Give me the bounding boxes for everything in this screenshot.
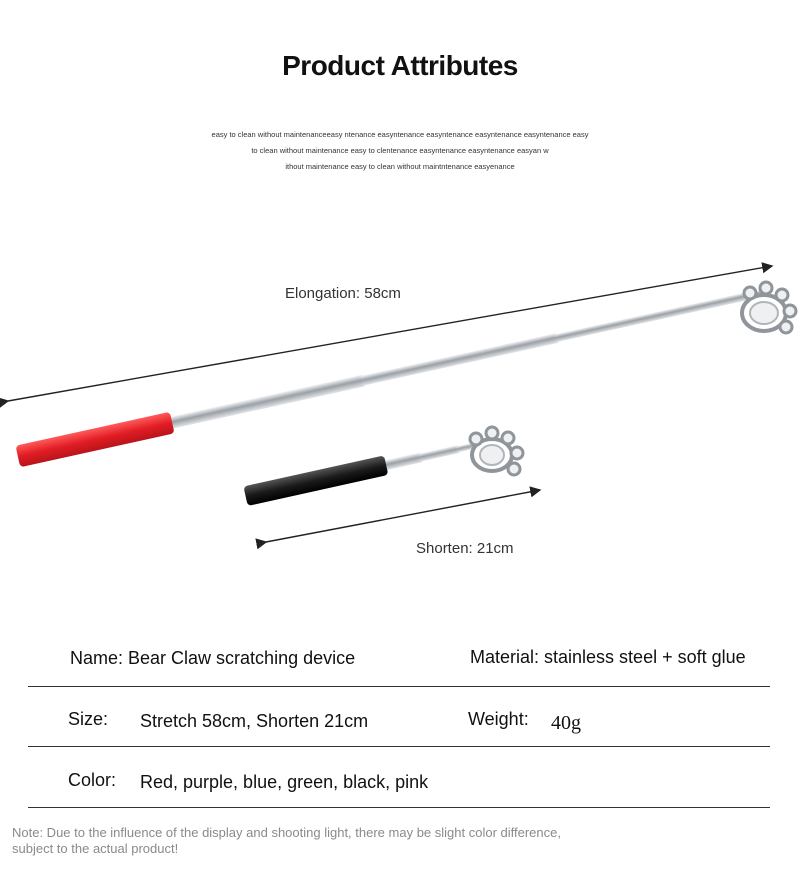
short-scratcher (243, 435, 478, 506)
divider (28, 686, 770, 687)
shorten-arrow (266, 490, 540, 542)
short-black-handle (243, 455, 388, 506)
page-title: Product Attributes (282, 50, 518, 81)
attr-color-label: Color: (68, 770, 117, 790)
attr-name: Name: Bear Claw scratching device (70, 648, 356, 668)
long-bear-claw-icon (742, 282, 796, 333)
filler-text-line-1: easy to clean without maintenanceeasy ntenance easyntenance easyntenance easyntenance easyntenance easy (211, 130, 589, 139)
attr-size-value: Stretch 58cm, Shorten 21cm (140, 711, 369, 731)
attr-weight-value: 40g (551, 712, 581, 734)
long-red-handle (15, 412, 174, 467)
divider (28, 746, 770, 747)
filler-text-line-2: to clean without maintenance easy to clentenance easyntenance easyntenance easyan w (251, 146, 549, 155)
long-scratcher (15, 281, 770, 467)
filler-text-line-3: ithout maintenance easy to clean without maintntenance easyenance (285, 162, 515, 171)
attr-weight-label: Weight: (468, 709, 529, 729)
shorten-label: Shorten: 21cm (416, 540, 514, 557)
attr-size-label: Size: (68, 709, 109, 729)
attr-material: Material: stainless steel + soft glue (470, 647, 746, 667)
disclaimer-note: Note: Due to the influence of the display and shooting light, there may be slight color difference, subject to the actual product! (12, 825, 561, 856)
divider (28, 807, 770, 808)
short-bear-claw-icon (470, 427, 523, 475)
elongation-label: Elongation: 58cm (285, 285, 401, 302)
attr-color-value: Red, purple, blue, green, black, pink (140, 772, 429, 792)
